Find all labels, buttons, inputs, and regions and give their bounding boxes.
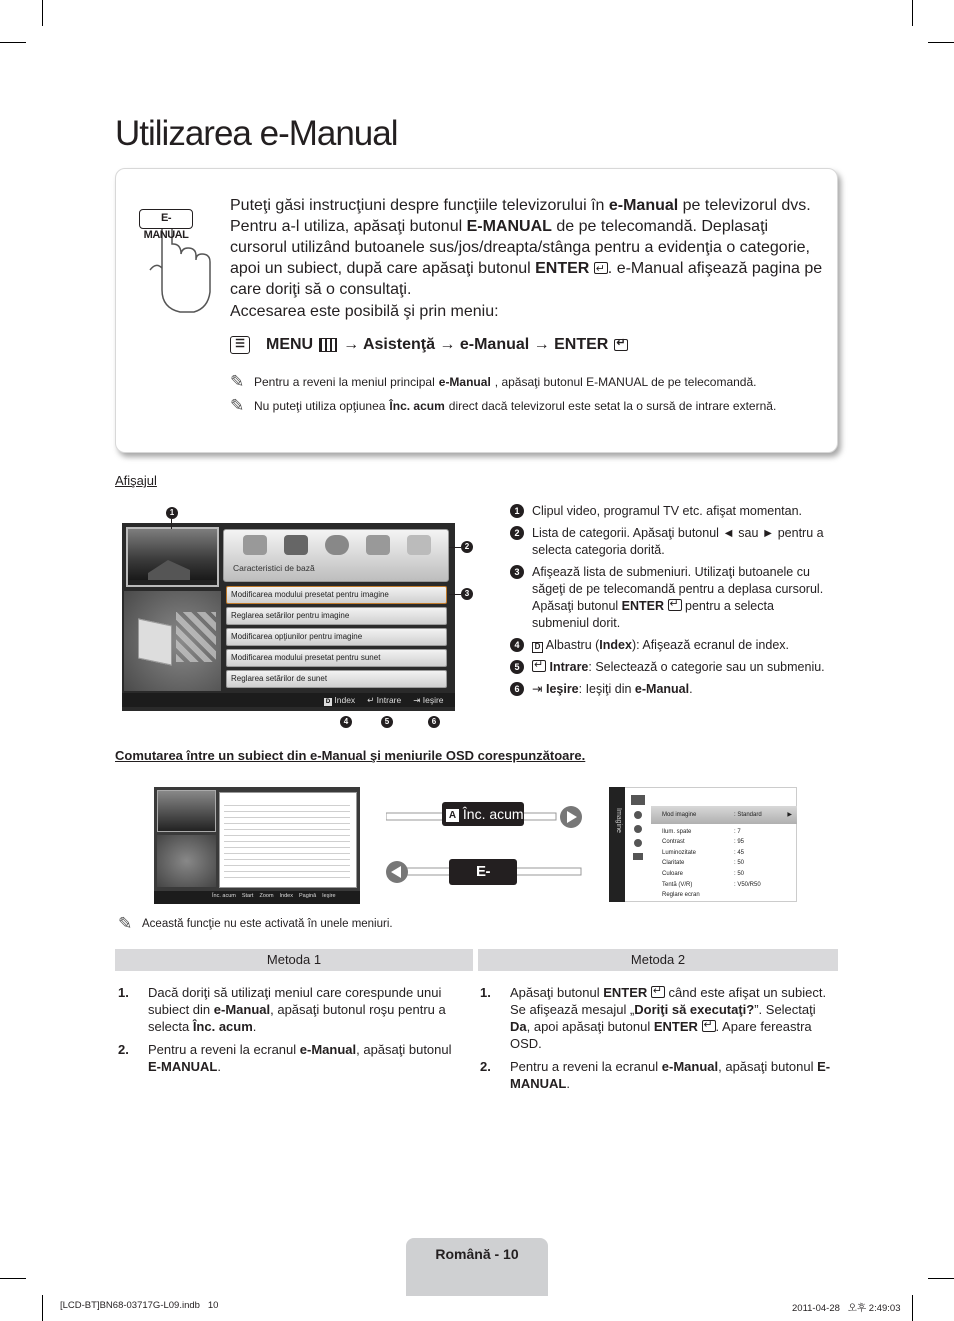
text-span: e-Manual [299,1042,357,1057]
osd-row-label: Luminozitate [662,849,697,856]
category-icon[interactable] [366,535,390,555]
callout-3: 3 [461,588,473,600]
method-2-steps [480,984,832,1098]
text-span: e-Manual [438,375,491,389]
mini-page-label[interactable]: Pagină [299,893,317,899]
text-span: E-MANUAL [466,218,552,235]
e-manual-remote-button [139,209,193,241]
text-span: ): Afişează ecranul de index. [631,638,789,652]
crop-mark [912,0,913,26]
method-step [118,984,458,1035]
text-span: E-MANUAL [148,1059,218,1074]
floating-icons [176,612,216,662]
text-span: , apăsaţi butonul [718,1059,818,1074]
osd-row-label: Tentă (V/R) [662,881,693,888]
callout-6: 6 [428,716,440,728]
exit-icon: ⇥ [532,682,543,696]
osd-row-value: : 45 [734,849,745,856]
mini-inc-acum-label[interactable]: Înc. acum [212,893,236,899]
osd-row[interactable] [662,880,792,891]
text-span: . e-Manual afişează pagina pe care doriţi să o consultaţi. [230,260,823,298]
step-text [510,1058,832,1092]
legend-item [510,503,830,520]
submenu-item[interactable] [226,607,447,625]
legend-number: 2 [510,526,524,540]
osd-row[interactable] [662,848,792,859]
text-span: , apoi apăsaţi butonul [526,1019,654,1034]
mini-zoom-label[interactable]: Zoom [259,893,274,899]
exit-icon: ⇥ [413,695,421,705]
legend-number: 5 [510,660,524,674]
enter-icon [614,339,628,351]
category-icon[interactable] [407,535,431,555]
crop-mark [0,42,26,43]
text-span: Înc. acum [192,1019,253,1034]
enter-icon [702,1020,716,1032]
legend-text [532,659,825,676]
text-span: Înc. acum [389,399,445,413]
method-1-title: Metoda 1 [266,952,322,967]
text-span: E-MANUAL [510,1059,831,1091]
submenu-item[interactable] [226,628,447,646]
text-span: e-Manual [661,1059,719,1074]
crop-mark [0,1278,26,1279]
legend-item [510,525,830,559]
callout-line [449,594,461,595]
step-text [148,984,458,1035]
text-span: . [689,682,693,696]
mini-exit-label[interactable]: Ieşire [322,893,336,899]
osd-icon-column [627,795,649,875]
blue-d-icon: D [532,642,543,653]
pencil-icon: ✎ [230,396,245,415]
inc-acum-label: Înc. acum [462,806,524,822]
crop-mark [42,0,43,26]
crop-mark [928,42,954,43]
osd-row-label: Mod imagine [662,812,697,818]
text-span: , apăsaţi butonul [356,1042,452,1057]
legend-text: Clipul video, programul TV etc. afişat momentan. [532,504,803,518]
mini-content-lines [224,800,350,880]
enter-icon: ↵ [367,695,375,705]
callout-line [171,519,172,529]
text-span: ENTER [653,1019,698,1034]
method-2-title: Metoda 2 [630,952,686,967]
text-span: , apăsaţi butonul roşu pentru a selecta [148,1002,446,1034]
inc-acum-button[interactable] [442,802,524,826]
e-manual-remote-label: E-MANUAL [143,212,189,241]
callout-5: 5 [381,716,393,728]
crop-mark [912,1295,913,1321]
submenu-item-label: Reglarea setărilor pentru imagine [231,611,350,620]
submenu-item-label: Reglarea setărilor de sunet [231,674,328,683]
text-span: de pe telecomandă. Deplasaţi cursorul utilizând butoanele sus/jos/dreapta/stânga pentru a evidenţia o categorie, apoi un subiect, după care apăsaţi butonul [230,218,810,277]
setup-icon [634,839,642,847]
enter-label: Intrare [376,695,402,705]
channel-icon [634,825,642,833]
text-span: direct dacă televizorul este setat la o sursă de intrare externă. [448,399,777,413]
mini-index-label[interactable]: Index [279,893,293,899]
submenu-item-label: Modificarea modului presetat pentru imagine [231,590,389,599]
barn-image-icon [128,548,217,585]
text-span: Pentru a reveni la meniul principal [254,375,435,389]
legend-item [510,637,830,654]
method-step [480,984,832,1052]
text-span: când este afişat un subiect. Se afişează mesajul „ [510,985,827,1017]
text-span: ENTER [603,985,648,1000]
osd-row[interactable] [662,869,792,880]
osd-row-selected[interactable] [662,810,792,821]
menu-icon: ☰ [230,336,250,354]
mini-bar-labels [212,893,336,899]
osd-row-value: : 7 [734,828,741,835]
switching-note-text: Această funcţie nu este activată în unele meniuri. [142,918,393,930]
osd-row-value: : V50/R50 [734,881,761,888]
text-span: Pentru a reveni la ecranul [148,1042,300,1057]
footer-file: [LCD-BT]BN68-03717G-L09.indb 10 [60,1300,219,1311]
submenu-item-label: Modificarea modului presetat pentru sunet [231,653,381,662]
bottom-bar-buttons [324,694,444,706]
enter-icon [651,986,665,998]
text-span: ”. Selectaţi [754,1002,816,1017]
text-span: Albastru ( [545,638,600,652]
text-span: : Ieşiţi din [578,682,635,696]
menu-path-text: → Asistenţă → e-Manual → ENTER [343,336,609,353]
switching-note [118,914,393,934]
osd-row-label: Ilum. spate [662,828,692,835]
category-icon[interactable] [284,535,308,555]
text-span: Ieşire [545,682,579,696]
legend-item [510,564,830,632]
step-number: 2. [118,1042,129,1057]
intro-paragraph-1 [230,195,825,300]
step-text [148,1041,458,1075]
text-span: . [566,1076,570,1091]
osd-row-label: Culoare [662,870,684,877]
osd-row[interactable] [662,858,792,869]
text-span: e-Manual [634,682,690,696]
right-arrow-icon: ▶ [787,812,792,818]
text-span: , apăsaţi butonul E-MANUAL de pe telecomandă. [494,375,757,389]
support-icon [633,853,643,860]
intro-notes [230,370,776,418]
pencil-icon: ✎ [230,372,245,391]
osd-row-value: : Standard [734,812,762,818]
exit-button[interactable] [413,694,443,706]
callout-line [449,547,461,548]
picture-icon [631,795,645,805]
red-a-icon: A [446,809,459,822]
text-span: e-Manual [213,1002,271,1017]
method-1-steps [118,984,458,1081]
menu-label: MENU [266,336,314,353]
category-title: Caracteristici de bază [233,563,315,573]
method-step [480,1058,832,1092]
note [230,394,776,418]
index-label: Index [334,695,356,705]
callout-2: 2 [461,541,473,553]
legend-item [510,681,830,698]
category-icon[interactable] [243,535,267,555]
text-span: : Selectează o categorie sau un submeniu. [588,660,825,674]
e-manual-button[interactable] [449,859,517,906]
text-span: ENTER [621,599,665,613]
text-span: Index [599,638,632,652]
callout-1: 1 [166,507,178,519]
mini-start-label[interactable]: Start [241,893,254,899]
index-button[interactable] [324,694,355,706]
text-span: . [252,1019,257,1034]
text-span: Da [510,1019,527,1034]
enter-icon [532,660,546,672]
text-span: Afişează lista de submeniuri. Utilizaţi butoanele cu săgeţi de pe telecomandă pentru a deplasa cursorul. Apăsaţi butonul [532,565,824,613]
category-icons [243,535,431,555]
text-span: Doriţi să executaţi? [634,1002,755,1017]
step-number: 2. [480,1059,491,1074]
footer-date: 2011-04-28 오후 2:49:03 [792,1303,901,1314]
switching-heading: Comutarea între un subiect din e-Manual şi meniurile OSD corespunzătoare. [115,748,586,763]
osd-row[interactable] [662,827,792,838]
legend-text [532,637,789,654]
menu-grid-icon [319,338,337,352]
page-number-tab [406,1238,548,1296]
osd-row[interactable] [662,837,792,848]
osd-row-value: : 50 [734,870,745,877]
note [230,370,776,394]
step-text [510,984,832,1052]
page-number: Română - 10 [435,1246,519,1262]
osd-rows [662,810,792,901]
crop-mark [42,1295,43,1321]
text-span: ENTER [535,260,590,277]
method-2-header [478,949,838,971]
crop-mark [928,1278,954,1279]
legend-number: 4 [510,638,524,652]
osd-row-value: : 50 [734,860,745,867]
legend-item [510,659,830,676]
method-1-header [115,949,473,971]
text-span: Dacă doriţi să utilizaţi meniul care corespunde unui subiect din [148,985,442,1017]
submenu-item[interactable] [226,649,447,667]
e-manual-label: E-MANUAL [452,863,514,906]
osd-row[interactable] [662,890,792,901]
text-span: Apăsaţi butonul [510,985,604,1000]
blue-d-icon: D [325,699,331,705]
legend-number: 6 [510,682,524,696]
exit-label: Ieşire [422,695,444,705]
osd-row-label: Claritate [662,860,685,867]
osd-row-value: : 95 [734,839,745,846]
category-icon[interactable] [325,535,349,555]
osd-row-label: Contrast [662,839,685,846]
osd-side-label: Imagine [615,808,622,833]
text-span: pe televizorul dvs. Pentru a-l utiliza, apăsaţi butonul [230,197,811,235]
legend-number: 3 [510,565,524,579]
tv-graphic-icon [138,618,172,665]
display-legend [510,503,830,703]
mini-decorative-panel [157,835,216,887]
osd-side-strip [609,787,625,902]
legend-text [532,681,693,698]
text-span: Pentru a reveni la ecranul [510,1059,662,1074]
legend-text [532,564,830,632]
menu-path [230,336,628,354]
sound-icon [634,811,642,819]
pencil-icon: ✎ [118,914,133,933]
display-heading: Afişajul [115,473,157,488]
text-span: pentru a selecta submeniul dorit. [532,599,774,630]
legend-number: 1 [510,504,524,518]
enter-icon [668,599,682,611]
osd-row-label: Reglare ecran [662,892,700,899]
mini-video-thumbnail [157,790,216,832]
text-span: Nu puteţi utiliza opţiunea [254,399,386,413]
intro-text [230,195,825,322]
method-step [118,1041,458,1075]
step-number: 1. [480,985,491,1000]
text-span: Intrare [549,660,589,674]
enter-icon [594,262,608,274]
text-span: . [217,1059,221,1074]
text-span: . Apare fereastra OSD. [510,1019,812,1051]
step-number: 1. [118,985,129,1000]
text-span: e-Manual [608,197,679,214]
submenu-item[interactable] [226,670,447,688]
text-span: Puteţi găsi instrucţiuni despre funcţiile televizorului în [230,197,609,214]
submenu-item-label: Modificarea opţiunilor pentru imagine [231,632,363,641]
legend-text: Lista de categorii. Apăsaţi butonul ◄ sau ► pentru a selecta categoria dorită. [532,526,824,557]
submenu-item[interactable] [226,586,447,604]
enter-button[interactable] [367,694,401,706]
callout-4: 4 [340,716,352,728]
intro-paragraph-2: Accesarea este posibilă şi prin meniu: [230,303,499,320]
page-title: Utilizarea e-Manual [115,114,398,153]
